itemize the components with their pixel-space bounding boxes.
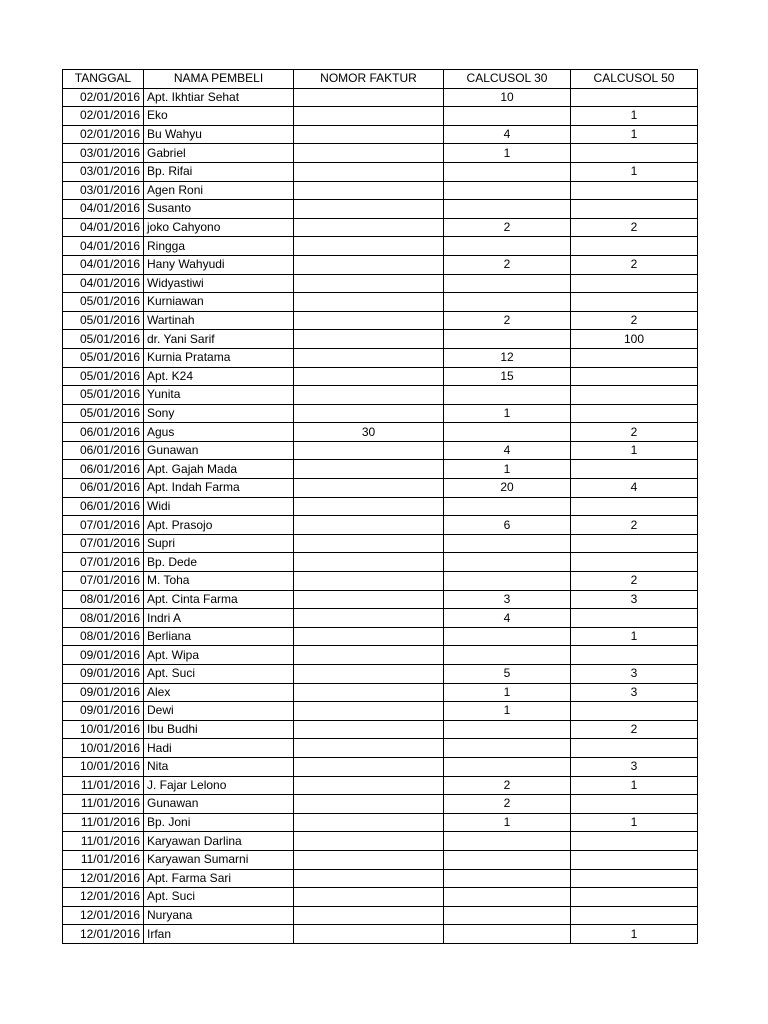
calcusol-50-cell: 1 <box>571 627 698 646</box>
buyer-name-cell: Widyastiwi <box>144 274 294 293</box>
calcusol-50-cell: 2 <box>571 720 698 739</box>
invoice-number-cell <box>294 162 444 181</box>
table-row <box>63 404 698 423</box>
invoice-number-cell <box>294 534 444 553</box>
date-cell: 05/01/2016 <box>63 348 144 367</box>
date-cell: 11/01/2016 <box>63 832 144 851</box>
invoice-number-cell <box>294 497 444 516</box>
calcusol-50-cell <box>571 386 698 405</box>
invoice-number-cell <box>294 702 444 721</box>
table-row <box>63 646 698 665</box>
calcusol-30-cell <box>444 200 571 219</box>
date-cell: 08/01/2016 <box>63 590 144 609</box>
date-cell: 07/01/2016 <box>63 516 144 535</box>
date-cell: 12/01/2016 <box>63 906 144 925</box>
invoice-number-cell <box>294 181 444 200</box>
buyer-name-cell: Gunawan <box>144 795 294 814</box>
calcusol-30-cell: 2 <box>444 776 571 795</box>
invoice-number-cell <box>294 795 444 814</box>
table-row <box>63 609 698 628</box>
date-cell: 11/01/2016 <box>63 776 144 795</box>
calcusol-30-cell <box>444 293 571 312</box>
calcusol-30-cell: 15 <box>444 367 571 386</box>
buyer-name-cell: Gunawan <box>144 441 294 460</box>
date-cell: 02/01/2016 <box>63 88 144 107</box>
table-row <box>63 386 698 405</box>
buyer-name-cell: dr. Yani Sarif <box>144 330 294 349</box>
calcusol-50-cell <box>571 609 698 628</box>
calcusol-30-cell <box>444 627 571 646</box>
table-row <box>63 906 698 925</box>
invoice-number-cell <box>294 850 444 869</box>
calcusol-50-cell: 1 <box>571 107 698 126</box>
date-cell: 05/01/2016 <box>63 367 144 386</box>
calcusol-50-cell: 2 <box>571 255 698 274</box>
calcusol-50-cell: 100 <box>571 330 698 349</box>
calcusol-30-cell: 12 <box>444 348 571 367</box>
buyer-name-cell: Eko <box>144 107 294 126</box>
table-row <box>63 441 698 460</box>
invoice-number-cell <box>294 720 444 739</box>
calcusol-50-cell <box>571 702 698 721</box>
buyer-name-cell: Sony <box>144 404 294 423</box>
date-cell: 07/01/2016 <box>63 572 144 591</box>
invoice-number-cell <box>294 627 444 646</box>
calcusol-50-cell <box>571 404 698 423</box>
invoice-number-cell <box>294 757 444 776</box>
table-row <box>63 218 698 237</box>
date-cell: 04/01/2016 <box>63 200 144 219</box>
buyer-name-cell: Wartinah <box>144 311 294 330</box>
buyer-name-cell: Irfan <box>144 925 294 944</box>
sales-table <box>62 69 698 944</box>
date-cell: 03/01/2016 <box>63 144 144 163</box>
calcusol-30-cell: 1 <box>444 460 571 479</box>
invoice-number-cell <box>294 813 444 832</box>
buyer-name-cell: Hadi <box>144 739 294 758</box>
date-cell: 05/01/2016 <box>63 404 144 423</box>
calcusol-50-cell: 1 <box>571 125 698 144</box>
calcusol-50-cell <box>571 367 698 386</box>
date-cell: 06/01/2016 <box>63 441 144 460</box>
buyer-name-cell: Susanto <box>144 200 294 219</box>
date-cell: 03/01/2016 <box>63 181 144 200</box>
calcusol-50-cell: 2 <box>571 423 698 442</box>
table-row <box>63 237 698 256</box>
invoice-number-cell <box>294 293 444 312</box>
date-cell: 05/01/2016 <box>63 311 144 330</box>
calcusol-30-cell: 2 <box>444 218 571 237</box>
buyer-name-cell: Apt. K24 <box>144 367 294 386</box>
table-row <box>63 460 698 479</box>
table-row <box>63 590 698 609</box>
calcusol-30-cell <box>444 850 571 869</box>
buyer-name-cell: Agus <box>144 423 294 442</box>
buyer-name-cell: Apt. Suci <box>144 888 294 907</box>
calcusol-30-cell: 4 <box>444 125 571 144</box>
table-row <box>63 255 698 274</box>
calcusol-50-cell <box>571 850 698 869</box>
buyer-name-cell: Apt. Ikhtiar Sehat <box>144 88 294 107</box>
calcusol-50-cell <box>571 293 698 312</box>
buyer-name-cell: Bp. Rifai <box>144 162 294 181</box>
invoice-number-cell <box>294 665 444 684</box>
calcusol-30-cell <box>444 646 571 665</box>
table-row <box>63 88 698 107</box>
table-row <box>63 572 698 591</box>
invoice-number-cell <box>294 125 444 144</box>
table-body <box>63 88 698 943</box>
calcusol-50-cell <box>571 832 698 851</box>
calcusol-50-cell: 2 <box>571 572 698 591</box>
invoice-number-cell <box>294 553 444 572</box>
calcusol-30-cell <box>444 423 571 442</box>
calcusol-30-cell <box>444 330 571 349</box>
calcusol-50-cell: 3 <box>571 590 698 609</box>
calcusol-50-cell <box>571 906 698 925</box>
invoice-number-cell <box>294 348 444 367</box>
invoice-number-cell <box>294 107 444 126</box>
invoice-number-cell <box>294 218 444 237</box>
invoice-number-cell <box>294 386 444 405</box>
date-cell: 09/01/2016 <box>63 702 144 721</box>
buyer-name-cell: Apt. Prasojo <box>144 516 294 535</box>
calcusol-50-cell: 1 <box>571 925 698 944</box>
buyer-name-cell: Yunita <box>144 386 294 405</box>
calcusol-50-cell <box>571 181 698 200</box>
calcusol-30-cell: 20 <box>444 479 571 498</box>
calcusol-50-cell: 1 <box>571 162 698 181</box>
calcusol-50-cell <box>571 460 698 479</box>
buyer-name-cell: Gabriel <box>144 144 294 163</box>
calcusol-50-cell <box>571 534 698 553</box>
date-cell: 12/01/2016 <box>63 925 144 944</box>
table-row <box>63 757 698 776</box>
buyer-name-cell: Supri <box>144 534 294 553</box>
buyer-name-cell: Karyawan Darlina <box>144 832 294 851</box>
calcusol-50-cell <box>571 888 698 907</box>
invoice-number-cell <box>294 237 444 256</box>
calcusol-50-cell: 3 <box>571 665 698 684</box>
calcusol-50-cell <box>571 646 698 665</box>
table-row <box>63 795 698 814</box>
invoice-number-cell <box>294 888 444 907</box>
buyer-name-cell: Ibu Budhi <box>144 720 294 739</box>
table-row <box>63 627 698 646</box>
date-cell: 10/01/2016 <box>63 720 144 739</box>
date-cell: 07/01/2016 <box>63 553 144 572</box>
invoice-number-cell <box>294 311 444 330</box>
calcusol-30-cell <box>444 497 571 516</box>
table-row <box>63 293 698 312</box>
buyer-name-cell: Apt. Suci <box>144 665 294 684</box>
table-row <box>63 479 698 498</box>
calcusol-30-cell: 1 <box>444 702 571 721</box>
date-cell: 04/01/2016 <box>63 237 144 256</box>
calcusol-30-cell <box>444 386 571 405</box>
calcusol-50-cell: 4 <box>571 479 698 498</box>
calcusol-30-cell <box>444 832 571 851</box>
buyer-name-cell: Kurnia Pratama <box>144 348 294 367</box>
calcusol-30-cell: 1 <box>444 144 571 163</box>
calcusol-50-cell <box>571 237 698 256</box>
invoice-number-cell: 30 <box>294 423 444 442</box>
calcusol-30-cell <box>444 534 571 553</box>
calcusol-50-cell <box>571 274 698 293</box>
date-cell: 07/01/2016 <box>63 534 144 553</box>
buyer-name-cell: Apt. Farma Sari <box>144 869 294 888</box>
calcusol-30-cell: 2 <box>444 311 571 330</box>
header-row <box>63 70 698 89</box>
calcusol-50-cell: 1 <box>571 776 698 795</box>
calcusol-50-cell: 3 <box>571 757 698 776</box>
table-row <box>63 925 698 944</box>
header-calcusol-50: CALCUSOL 50 <box>571 70 698 89</box>
calcusol-30-cell <box>444 572 571 591</box>
calcusol-50-cell: 2 <box>571 516 698 535</box>
table-row <box>63 311 698 330</box>
calcusol-50-cell <box>571 497 698 516</box>
buyer-name-cell: Nuryana <box>144 906 294 925</box>
invoice-number-cell <box>294 572 444 591</box>
date-cell: 12/01/2016 <box>63 869 144 888</box>
calcusol-30-cell: 3 <box>444 590 571 609</box>
invoice-number-cell <box>294 460 444 479</box>
invoice-number-cell <box>294 776 444 795</box>
table-row <box>63 739 698 758</box>
invoice-number-cell <box>294 906 444 925</box>
table-row <box>63 181 698 200</box>
invoice-number-cell <box>294 869 444 888</box>
calcusol-50-cell: 1 <box>571 441 698 460</box>
date-cell: 02/01/2016 <box>63 107 144 126</box>
calcusol-50-cell: 3 <box>571 683 698 702</box>
calcusol-50-cell: 2 <box>571 311 698 330</box>
date-cell: 10/01/2016 <box>63 739 144 758</box>
date-cell: 08/01/2016 <box>63 627 144 646</box>
date-cell: 04/01/2016 <box>63 274 144 293</box>
calcusol-50-cell: 1 <box>571 813 698 832</box>
calcusol-30-cell <box>444 162 571 181</box>
calcusol-30-cell <box>444 274 571 293</box>
table-row <box>63 832 698 851</box>
header-nomor-faktur: NOMOR FAKTUR <box>294 70 444 89</box>
buyer-name-cell: Alex <box>144 683 294 702</box>
invoice-number-cell <box>294 646 444 665</box>
table-row <box>63 720 698 739</box>
buyer-name-cell: joko Cahyono <box>144 218 294 237</box>
calcusol-30-cell: 1 <box>444 404 571 423</box>
calcusol-30-cell <box>444 888 571 907</box>
calcusol-30-cell: 10 <box>444 88 571 107</box>
calcusol-30-cell <box>444 553 571 572</box>
calcusol-50-cell <box>571 348 698 367</box>
date-cell: 06/01/2016 <box>63 497 144 516</box>
table-row <box>63 274 698 293</box>
header-nama-pembeli: NAMA PEMBELI <box>144 70 294 89</box>
buyer-name-cell: Dewi <box>144 702 294 721</box>
invoice-number-cell <box>294 330 444 349</box>
calcusol-50-cell <box>571 739 698 758</box>
calcusol-30-cell <box>444 237 571 256</box>
date-cell: 10/01/2016 <box>63 757 144 776</box>
table-row <box>63 367 698 386</box>
calcusol-50-cell <box>571 88 698 107</box>
invoice-number-cell <box>294 367 444 386</box>
calcusol-30-cell <box>444 906 571 925</box>
buyer-name-cell: Apt. Gajah Mada <box>144 460 294 479</box>
calcusol-30-cell: 6 <box>444 516 571 535</box>
date-cell: 06/01/2016 <box>63 423 144 442</box>
buyer-name-cell: Berliana <box>144 627 294 646</box>
table-row <box>63 665 698 684</box>
calcusol-50-cell <box>571 869 698 888</box>
table-row <box>63 850 698 869</box>
table-row <box>63 516 698 535</box>
calcusol-30-cell: 2 <box>444 255 571 274</box>
calcusol-50-cell <box>571 144 698 163</box>
table-row <box>63 200 698 219</box>
table-row <box>63 125 698 144</box>
calcusol-50-cell <box>571 553 698 572</box>
table-row <box>63 162 698 181</box>
date-cell: 08/01/2016 <box>63 609 144 628</box>
table-row <box>63 348 698 367</box>
buyer-name-cell: Bp. Joni <box>144 813 294 832</box>
date-cell: 11/01/2016 <box>63 850 144 869</box>
buyer-name-cell: Apt. Cinta Farma <box>144 590 294 609</box>
date-cell: 04/01/2016 <box>63 218 144 237</box>
header-tanggal: TANGGAL <box>63 70 144 89</box>
date-cell: 12/01/2016 <box>63 888 144 907</box>
buyer-name-cell: Apt. Indah Farma <box>144 479 294 498</box>
calcusol-30-cell <box>444 925 571 944</box>
calcusol-30-cell: 4 <box>444 609 571 628</box>
buyer-name-cell: Agen Roni <box>144 181 294 200</box>
date-cell: 11/01/2016 <box>63 795 144 814</box>
invoice-number-cell <box>294 479 444 498</box>
table-row <box>63 813 698 832</box>
date-cell: 02/01/2016 <box>63 125 144 144</box>
calcusol-30-cell: 1 <box>444 683 571 702</box>
calcusol-30-cell <box>444 720 571 739</box>
date-cell: 09/01/2016 <box>63 665 144 684</box>
invoice-number-cell <box>294 590 444 609</box>
date-cell: 05/01/2016 <box>63 386 144 405</box>
calcusol-30-cell: 4 <box>444 441 571 460</box>
calcusol-50-cell <box>571 795 698 814</box>
date-cell: 03/01/2016 <box>63 162 144 181</box>
table-row <box>63 776 698 795</box>
table-row <box>63 423 698 442</box>
buyer-name-cell: M. Toha <box>144 572 294 591</box>
table-row <box>63 330 698 349</box>
invoice-number-cell <box>294 255 444 274</box>
invoice-number-cell <box>294 144 444 163</box>
invoice-number-cell <box>294 88 444 107</box>
date-cell: 11/01/2016 <box>63 813 144 832</box>
header-calcusol-30: CALCUSOL 30 <box>444 70 571 89</box>
buyer-name-cell: Bu Wahyu <box>144 125 294 144</box>
date-cell: 09/01/2016 <box>63 646 144 665</box>
invoice-number-cell <box>294 404 444 423</box>
table-row <box>63 869 698 888</box>
buyer-name-cell: Nita <box>144 757 294 776</box>
invoice-number-cell <box>294 441 444 460</box>
buyer-name-cell: Widi <box>144 497 294 516</box>
table-row <box>63 534 698 553</box>
date-cell: 04/01/2016 <box>63 255 144 274</box>
table-row <box>63 553 698 572</box>
invoice-number-cell <box>294 274 444 293</box>
table-row <box>63 107 698 126</box>
date-cell: 06/01/2016 <box>63 479 144 498</box>
table-row <box>63 497 698 516</box>
buyer-name-cell: Kurniawan <box>144 293 294 312</box>
date-cell: 06/01/2016 <box>63 460 144 479</box>
invoice-number-cell <box>294 925 444 944</box>
calcusol-30-cell <box>444 107 571 126</box>
invoice-number-cell <box>294 516 444 535</box>
invoice-number-cell <box>294 200 444 219</box>
buyer-name-cell: Hany Wahyudi <box>144 255 294 274</box>
calcusol-30-cell <box>444 181 571 200</box>
table-row <box>63 702 698 721</box>
calcusol-30-cell <box>444 869 571 888</box>
invoice-number-cell <box>294 832 444 851</box>
calcusol-50-cell: 2 <box>571 218 698 237</box>
invoice-number-cell <box>294 609 444 628</box>
buyer-name-cell: Ringga <box>144 237 294 256</box>
calcusol-30-cell: 5 <box>444 665 571 684</box>
table-row <box>63 888 698 907</box>
calcusol-30-cell <box>444 739 571 758</box>
calcusol-30-cell: 1 <box>444 813 571 832</box>
buyer-name-cell: J. Fajar Lelono <box>144 776 294 795</box>
calcusol-30-cell <box>444 757 571 776</box>
invoice-number-cell <box>294 683 444 702</box>
buyer-name-cell: Indri A <box>144 609 294 628</box>
table-row <box>63 683 698 702</box>
invoice-number-cell <box>294 739 444 758</box>
buyer-name-cell: Karyawan Sumarni <box>144 850 294 869</box>
table-row <box>63 144 698 163</box>
buyer-name-cell: Apt. Wipa <box>144 646 294 665</box>
calcusol-50-cell <box>571 200 698 219</box>
date-cell: 05/01/2016 <box>63 293 144 312</box>
calcusol-30-cell: 2 <box>444 795 571 814</box>
buyer-name-cell: Bp. Dede <box>144 553 294 572</box>
date-cell: 05/01/2016 <box>63 330 144 349</box>
date-cell: 09/01/2016 <box>63 683 144 702</box>
